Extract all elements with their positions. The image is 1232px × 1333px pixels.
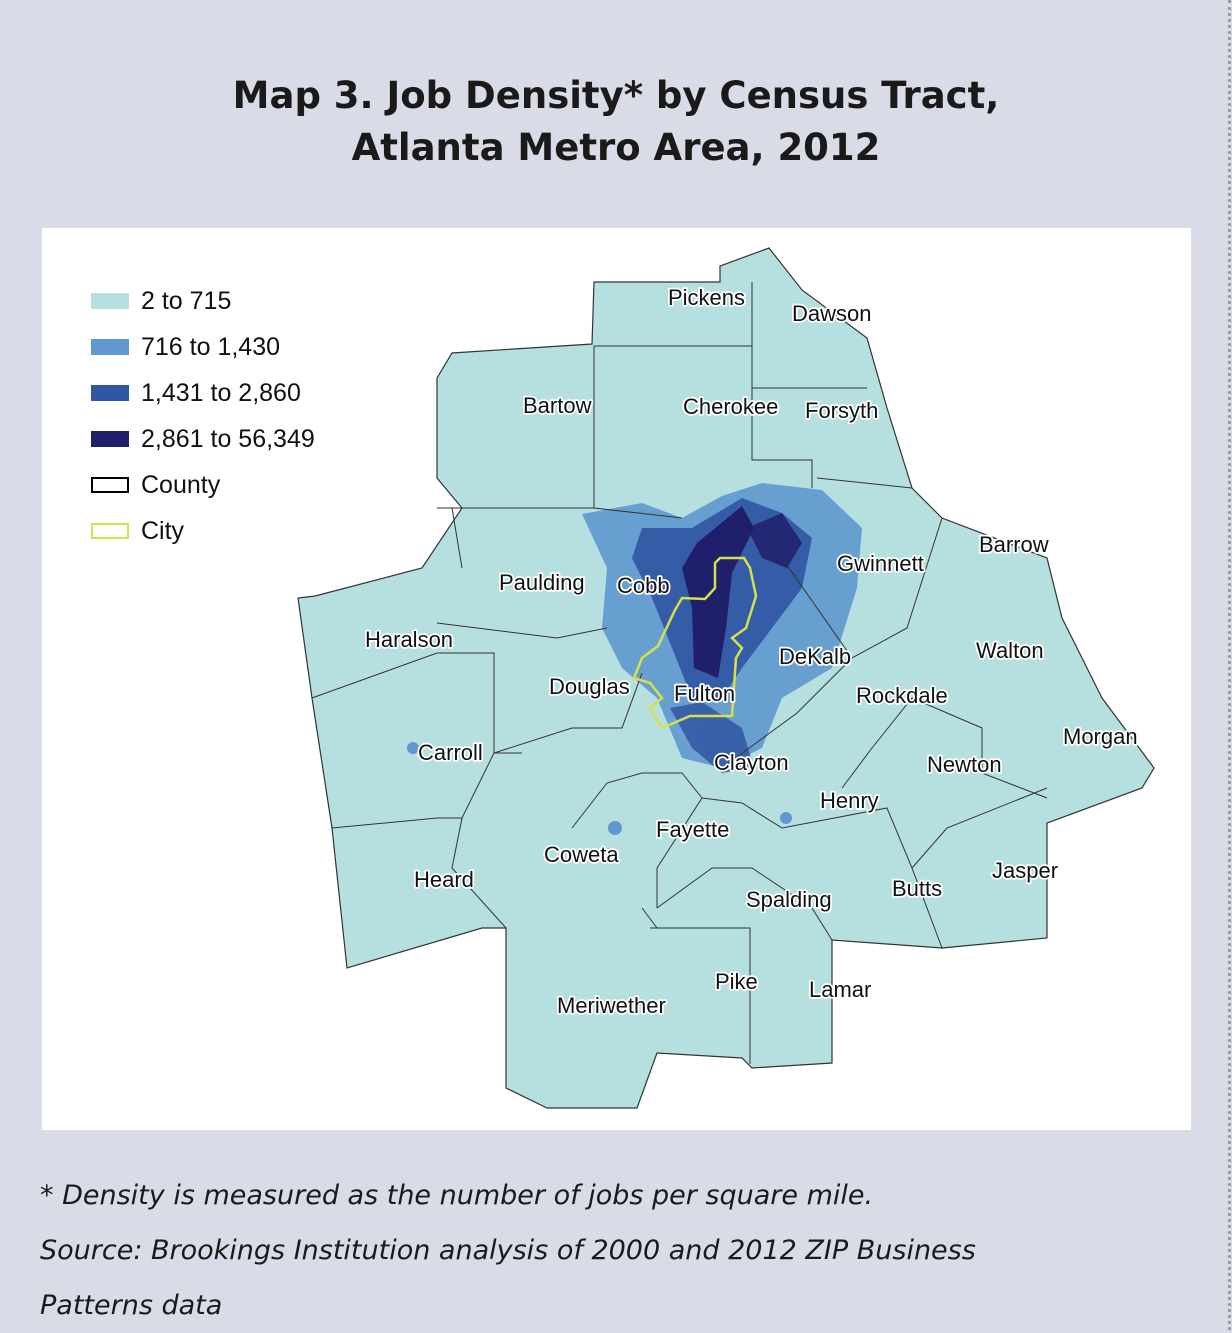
legend-swatch (91, 523, 129, 539)
legend-item (91, 462, 315, 508)
legend-swatch (91, 339, 129, 355)
county-label-bartow: Bartow (523, 393, 592, 418)
county-label-carroll: Carroll (418, 740, 483, 765)
map-title-line2: Atlanta Metro Area, 2012 (351, 126, 881, 169)
county-label-gwinnett: Gwinnett (837, 551, 924, 576)
legend-swatch (91, 477, 129, 493)
county-label-jasper: Jasper (992, 858, 1059, 883)
county-label-pickens: Pickens (668, 285, 746, 310)
map-legend (91, 278, 315, 554)
legend-swatch (91, 293, 129, 309)
county-label-pike: Pike (715, 969, 758, 994)
county-label-newton: Newton (927, 752, 1002, 777)
legend-label: County (141, 470, 221, 499)
map-notes (40, 1168, 976, 1333)
county-label-butts: Butts (892, 876, 943, 901)
map-title-line1: Map 3. Job Density* by Census Tract, (232, 74, 1000, 117)
county-label-spalding: Spalding (746, 887, 832, 912)
legend-label: 1,431 to 2,860 (141, 378, 301, 407)
county-label-haralson: Haralson (365, 627, 454, 652)
legend-item (91, 278, 315, 324)
county-label-douglas: Douglas (549, 674, 630, 699)
map-title (0, 70, 1232, 174)
legend-label: 2,861 to 56,349 (141, 424, 315, 453)
legend-swatch (91, 431, 129, 447)
legend-label: City (141, 516, 185, 545)
county-label-cherokee: Cherokee (683, 394, 779, 419)
source-line-1: Source: Brookings Institution analysis of 2000 and 2012 ZIP Business (40, 1235, 976, 1266)
county-label-henry: Henry (820, 788, 879, 813)
county-label-barrow: Barrow (979, 532, 1049, 557)
county-label-paulding: Paulding (499, 570, 585, 595)
density-fayette-spot (608, 821, 622, 835)
county-label-meriwether: Meriwether (557, 993, 666, 1018)
county-label-lamar: Lamar (809, 977, 872, 1002)
county-label-morgan: Morgan (1063, 724, 1138, 749)
county-label-heard: Heard (414, 867, 474, 892)
county-label-walton: Walton (976, 638, 1044, 663)
county-label-dekalb: DeKalb (779, 644, 852, 669)
county-label-cobb: Cobb (617, 573, 670, 598)
county-label-dawson: Dawson (792, 301, 872, 326)
density-henry-spot (780, 812, 792, 824)
legend-item (91, 370, 315, 416)
county-label-fayette: Fayette (656, 817, 730, 842)
county-label-coweta: Coweta (544, 842, 619, 867)
legend-item (91, 416, 315, 462)
legend-label: 716 to 1,430 (141, 332, 281, 361)
county-label-rockdale: Rockdale (856, 683, 948, 708)
legend-label: 2 to 715 (141, 286, 232, 315)
county-label-fulton: Fulton (674, 681, 736, 706)
map-panel (42, 228, 1191, 1130)
county-label-clayton: Clayton (714, 750, 789, 775)
density-footnote: * Density is measured as the number of jobs per square mile. (40, 1180, 874, 1211)
legend-item (91, 508, 315, 554)
county-label-forsyth: Forsyth (805, 398, 879, 423)
legend-swatch (91, 385, 129, 401)
source-line-2: Patterns data (40, 1290, 223, 1321)
legend-item (91, 324, 315, 370)
